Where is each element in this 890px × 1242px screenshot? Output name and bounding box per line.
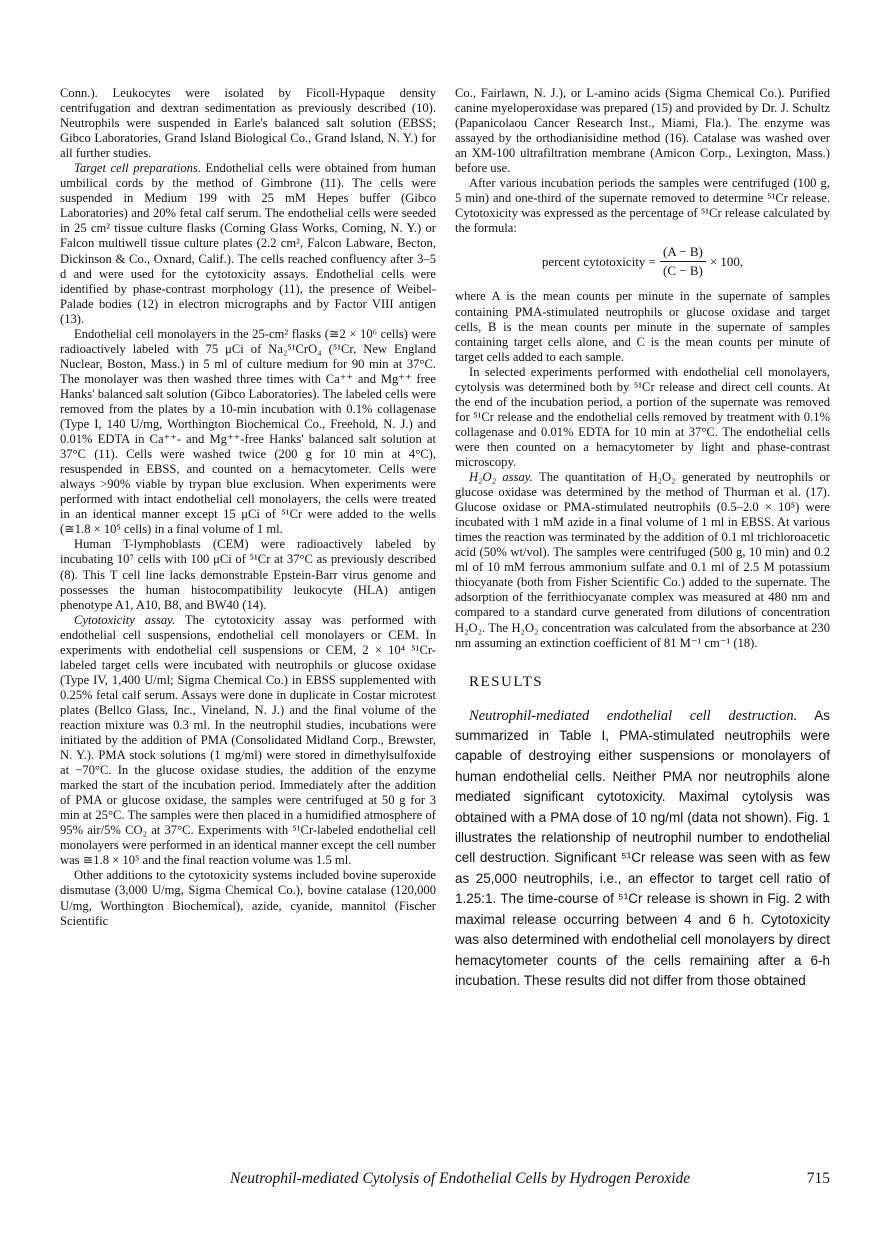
subheading-cytotoxicity-assay: Cytotoxicity assay. <box>74 612 176 627</box>
formula-lhs: percent cytotoxicity = <box>541 254 656 270</box>
left-column <box>60 86 436 929</box>
paragraph-h2o2-assay-text: The quantitation of H₂O₂ generated by neutrophils or glucose oxidase was determined by the method of Thurman et al. (17). Glucose oxidase or PMA-stimulated neutrophils (0.5–2.0 × 10⁵) were incubated with 1 mM azide in a final volume of 1 ml in EBSS. At various times the reaction was terminated by the addition of 0.1 ml trichloroacetic acid (50% wt/vol). The samples were centrifuged (500 g, 10 min) and 0.2 ml of 10 mM ferrous ammonium sulfate and 0.1 ml of 2.5 M potassium thiocyanate (both from Fisher Scientific Co.) added to the supernate. The adsorption of the ferrithiocyanate complex was measured at 480 nm and compared to a standard curve generated from dilutions of concentration H₂O₂. The H₂O₂ concentration was calculated from the absorbance at 230 nm assuming an extinction coefficient of 81 M⁻¹ cm⁻¹ (18). <box>455 470 830 650</box>
paragraph-monolayer-labeling: Endothelial cell monolayers in the 25-cm² flasks (≅2 × 10⁶ cells) were radioactively labeled with 75 μCi of Na₂⁵¹CrO₄ (⁵¹Cr, New England Nuclear, Boston, Mass.) in 5 ml of culture medium for 90 min at 37°C. The monolayer was then washed three times with Ca⁺⁺ and Mg⁺⁺ free Hanks' balanced salt solution (Gibco Laboratories). The labeled cells were removed from the plates by a 10-min incubation with 0.1% collagenase (Type I, 140 U/mg, Worthington Biochemical Co., Freehold, N. J.) and 0.01% EDTA in Ca⁺⁺- and Mg⁺⁺-free Hanks' balanced salt solution at 37°C (11). Cells were washed twice (200 g for 10 min at 4°C), resuspended in EBSS, and counted on a hemacytometer. Cells were always >90% viable by trypan blue exclusion. When experiments were performed with intact endothelial cell monolayers, the cells were treated in an identical manner except 15 μCi of ⁵¹Cr were added to the wells (≅1.8 × 10⁵ cells) in a final volume of 1 ml. <box>60 326 436 537</box>
section-heading-results: RESULTS <box>469 673 544 690</box>
paragraph-selected-experiments: In selected experiments performed with endothelial cell monolayers, cytolysis was determined both by ⁵¹Cr release and direct cell counts. At the end of the incubation period, a portion of the supernate was removed for ⁵¹Cr release and the endothelial cells removed by treatment with 0.1% collagenase and 0.01% EDTA for 10 min at 37°C. The endothelial cells were then counted on a hemacytometer by light and phase-contrast microscopy. <box>455 364 830 469</box>
paragraph-results <box>455 706 830 992</box>
paragraph-amino-acids: Co., Fairlawn, N. J.), or L-amino acids (Sigma Chemical Co.). Purified canine myeloperoxidase was prepared (15) and provided by Dr. J. Schultz (Papanicolaou Cancer Research Inst., Miami, Fla.). The enzyme was assayed by the orthodianisidine method (16). Catalase was washed over an XM-100 ultrafiltration membrane (Amicon Corp., Lexington, Mass.) before use. <box>455 86 830 176</box>
paragraph-target-cell-preparations-text: Endothelial cells were obtained from human umbilical cords by the method of Gimbrone (11). The cells were suspended in Medium 199 with 25 mM Hepes buffer (Gibco Laboratories) and 20% fetal calf serum. The endothelial cells were seeded in 25 cm² tissue culture flasks (Corning Glass Works, Corning, N. Y.) or Falcon multiwell tissue culture plates (2.2 cm², Falcon Labware, Becton, Dickinson & Co., Oxnard, Calif.). The cells reached confluency after 3–5 d and were used for the cytotoxicity assays. Endothelial cells were identified by phase-contrast morphology (11), the presence of Weibel-Palade bodies (12) in electron micrographs and by Factor VIII antigen (13). <box>60 161 436 326</box>
paragraph-formula-definitions: where A is the mean counts per minute in the supernate of samples containing PMA-stimulated neutrophils or glucose oxidase and target cells, B is the mean counts per minute in the supernate of samples containing target cells alone, and C is the mean counts per minute of target cells added to each sample. <box>455 289 830 364</box>
paragraph-t-lymphoblasts: Human T-lymphoblasts (CEM) were radioactively labeled by incubating 10⁷ cells with 100 μCi of ⁵¹Cr at 37°C as previously described (8). This T cell line lacks demonstrable Epstein-Barr virus genome and possesses the human histocompatibility leukocyte (HLA) antigen phenotype A1, A10, B8, and BW40 (14). <box>60 537 436 612</box>
paragraph-incubation-periods: After various incubation periods the samples were centrifuged (100 g, 5 min) and one-third of the supernate removed to determine ⁵¹Cr release. Cytotoxicity was expressed as the percentage of ⁵¹Cr release calculated by the formula: <box>455 176 830 236</box>
page-number: 715 <box>806 1170 830 1187</box>
subheading-h2o2-assay: H₂O₂ assay. <box>469 470 533 485</box>
paragraph-leukocyte-isolation: Conn.). Leukocytes were isolated by Ficoll-Hypaque density centrifugation and dextran sedimentation as previously described (10). Neutrophils were suspended in Earle's balanced salt solution (EBSS; Gibco Laboratories, Grand Island Biological Co., Grand Island, N. Y.) for all further studies. <box>60 86 436 161</box>
paragraph-results-text: As summarized in Table I, PMA-stimulated neutrophils were capable of destroying either suspensions or monolayers of human endothelial cells. Neither PMA nor neutrophils alone mediated significant cytotoxicity. Maximal cytolysis was obtained with a PMA dose of 10 ng/ml (data not shown). Fig. 1 illustrates the relationship of neutrophil number to endothelial cell destruction. Significant ⁵¹Cr release was seen with as few as 25,000 neutrophils, i.e., an effector to target cell ratio of 1.25:1. The time-course of ⁵¹Cr release is shown in Fig. 2 with maximal release occurring between 4 and 6 h. Cytotoxicity was also determined with endothelial cell monolayers by direct hemacytometer counts of the cells remaining after a 6-h incubation. These results did not differ from those obtained <box>455 707 830 988</box>
formula-rhs: × 100, <box>709 254 744 270</box>
subheading-neutrophil-mediated-destruction: Neutrophil-mediated endothelial cell destruction. <box>469 707 798 724</box>
right-column <box>455 86 830 991</box>
formula-numerator: (A − B) <box>660 244 706 262</box>
paragraph-other-additions: Other additions to the cytotoxicity systems included bovine superoxide dismutase (3,000 U/mg, Sigma Chemical Co.), bovine catalase (120,000 U/mg, Worthington Biochemical), azide, cyanide, mannitol (Fischer Scientific <box>60 868 436 928</box>
paragraph-cytotoxicity-assay <box>60 613 436 869</box>
paragraph-target-cell-preparations <box>60 161 436 327</box>
page-footer <box>230 1170 830 1188</box>
cytotoxicity-formula <box>455 244 830 279</box>
running-title: Neutrophil-mediated Cytolysis of Endothelial Cells by Hydrogen Peroxide <box>230 1170 691 1187</box>
subheading-target-cell-preparations: Target cell preparations. <box>74 161 201 176</box>
formula-denominator: (C − B) <box>663 263 703 279</box>
formula-fraction <box>660 244 706 279</box>
paragraph-cytotoxicity-assay-text: The cytotoxicity assay was performed with endothelial cell suspensions, endothelial cell monolayers or CEM. In experiments with endothelial cell suspensions or CEM, 2 × 10⁴ ⁵¹Cr-labeled target cells were incubated with neutrophils or glucose oxidase (Type IV, 1,400 U/ml; Sigma Chemical Co.) in EBSS supplemented with 0.25% fetal calf serum. Assays were done in duplicate in Costar microtest plates (Bellco Glass, Inc., Vineland, N. J.) and the final volume of the reaction mixture was 0.3 ml. In the neutrophil studies, incubations were initiated by the addition of PMA (Consolidated Midland Corp., Brewster, N. Y.). PMA stock solutions (1 mg/ml) were stored in dimethylsulfoxide at −70°C. In the glucose oxidase studies, the addition of the enzyme marked the start of the incubation period. Immediately after the addition of PMA or glucose oxidase, the samples were centrifuged at 50 g for 3 min at 25°C. The samples were then placed in a humidified atmosphere of 95% air/5% CO₂ at 37°C. Experiments with ⁵¹Cr-labeled endothelial cell monolayers were performed in an identical manner except the cell number was ≅1.8 × 10⁵ and the final reaction volume was 1.5 ml. <box>60 612 436 868</box>
paragraph-h2o2-assay <box>455 470 830 651</box>
